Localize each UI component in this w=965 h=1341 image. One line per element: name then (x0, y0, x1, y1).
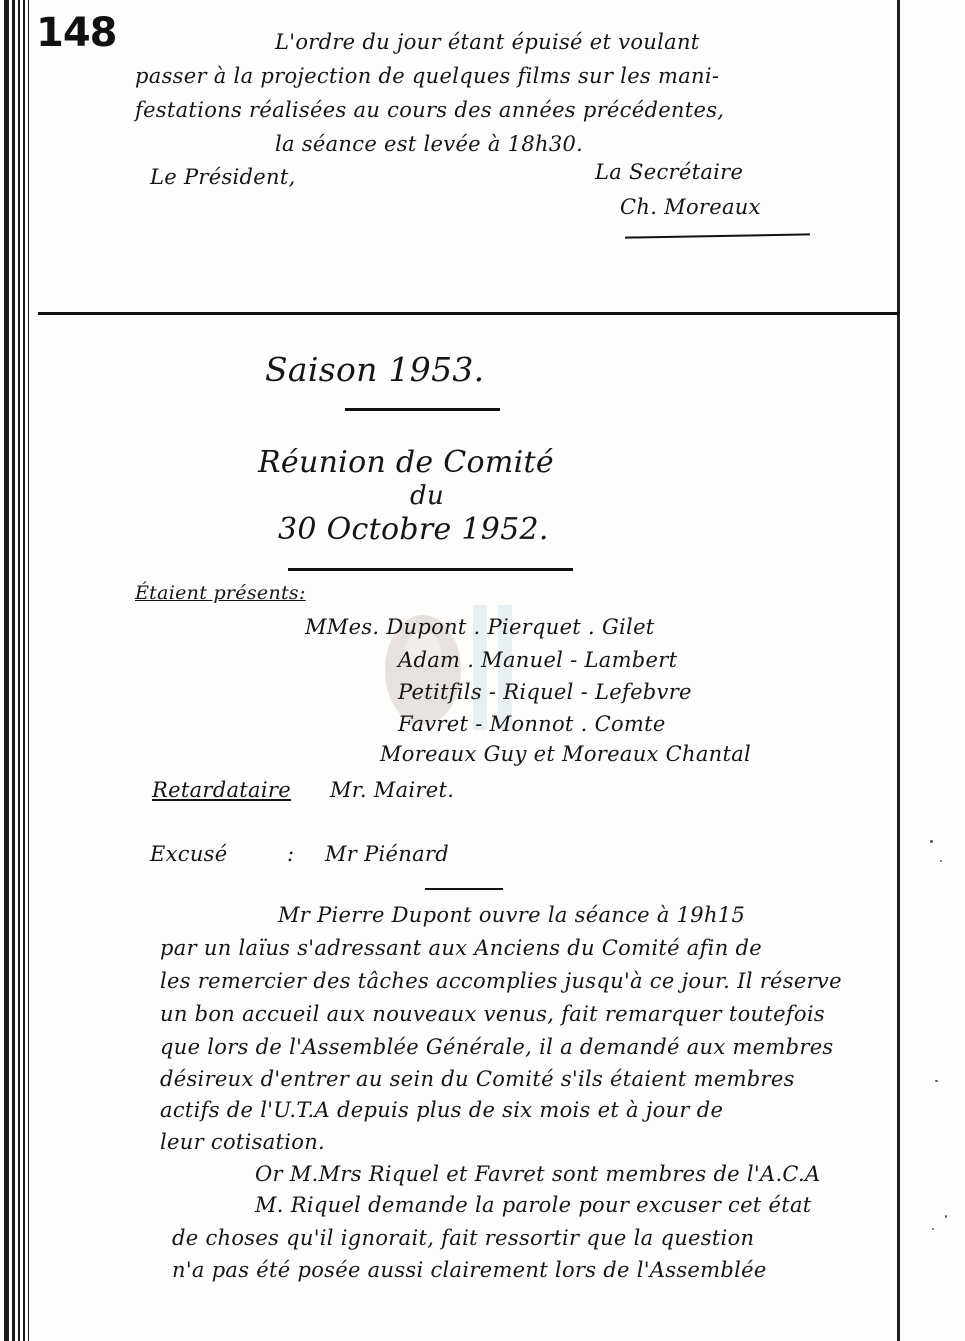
body-line-11: de choses qu'il ignorait, fait ressortir que la question (172, 1226, 755, 1250)
late-label: Retardataire (152, 778, 291, 802)
scan-speck (935, 1080, 938, 1082)
body-line-3: les remercier des tâches accomplies jusqu'à ce jour. Il réserve (160, 969, 842, 993)
present-line-5: Moreaux Guy et Moreaux Chantal (380, 742, 752, 766)
scan-speck (940, 860, 942, 862)
body-line-8: leur cotisation. (160, 1130, 326, 1154)
secretary-signature: Ch. Moreaux (620, 195, 761, 219)
secretary-label: La Secrétaire (595, 160, 744, 184)
binding-edge (0, 0, 40, 1341)
body-line-4: un bon accueil aux nouveaux venus, fait remarquer toutefois (160, 1002, 825, 1026)
body-separator (425, 888, 503, 890)
body-line-12: n'a pas été posée aussi clairement lors de l'Assemblée (172, 1258, 767, 1282)
late-name: Mr. Mairet. (330, 778, 455, 802)
present-line-4: Favret - Monnot . Comte (398, 712, 666, 736)
closing-line-2: passer à la projection de quelques films sur les mani- (135, 64, 720, 88)
body-line-10: M. Riquel demande la parole pour excuser cet état (255, 1193, 812, 1217)
body-line-6: désireux d'entrer au sein du Comité s'ils étaient membres (160, 1067, 795, 1091)
present-line-1: MMes. Dupont . Pierquet . Gilet (305, 615, 655, 639)
present-label: Étaient présents: (135, 582, 306, 604)
body-line-1: Mr Pierre Dupont ouvre la séance à 19h15 (278, 903, 746, 927)
excused-label: Excusé (150, 842, 228, 866)
meeting-date-underline (288, 568, 573, 571)
excused-separator: : (287, 842, 295, 866)
closing-line-4: la séance est levée à 18h30. (275, 132, 584, 156)
scan-speck (932, 1228, 934, 1230)
excused-name: Mr Piénard (325, 842, 450, 866)
body-line-7: actifs de l'U.T.A depuis plus de six mois et à jour de (160, 1098, 724, 1122)
scan-speck (930, 840, 933, 843)
season-title: Saison 1953. (265, 350, 485, 389)
president-label: Le Président, (150, 165, 296, 189)
section-divider (38, 312, 900, 315)
present-line-3: Petitfils - Riquel - Lefebvre (398, 680, 692, 704)
closing-line-3: festations réalisées au cours des années précédentes, (135, 98, 725, 122)
season-title-underline (345, 408, 500, 411)
body-line-9: Or M.Mrs Riquel et Favret sont membres de l'A.C.A (255, 1162, 821, 1186)
body-line-2: par un laïus s'adressant aux Anciens du Comité afin de (160, 936, 762, 960)
closing-line-1: L'ordre du jour étant épuisé et voulant (275, 30, 700, 54)
meeting-title-du: du (410, 481, 444, 511)
right-margin-rule (897, 0, 900, 1341)
meeting-date: 30 Octobre 1952. (278, 512, 549, 547)
meeting-title: Réunion de Comité (258, 445, 554, 480)
signature-underline (625, 233, 810, 238)
scan-speck (945, 1215, 947, 1218)
present-line-2: Adam . Manuel - Lambert (398, 648, 678, 672)
body-line-5: que lors de l'Assemblée Générale, il a demandé aux membres (160, 1035, 834, 1059)
page-number: 148 (36, 10, 117, 56)
